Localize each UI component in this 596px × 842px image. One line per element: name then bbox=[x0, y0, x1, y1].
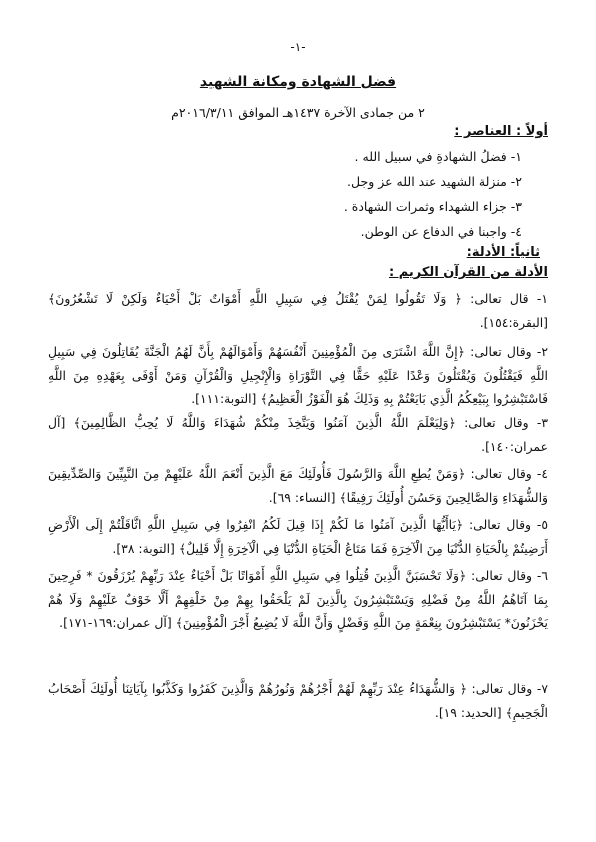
element-item-4: ٤- واجبنا في الدفاع عن الوطن. bbox=[360, 224, 522, 239]
verse-item-3: ٣- وقال تعالى: ﴿وَلِيَعْلَمَ اللَّهُ الَّذِينَ آمَنُوا وَيَتَّخِذَ مِنْكُمْ شُهَدَاءَ وَاللَّهُ لَا يُحِبُّ الظَّالِمِينَ﴾ [آل عمران:١٤٠]. bbox=[48, 415, 548, 454]
element-item-1: ١- فضلُ الشهادةِ في سبيل الله . bbox=[354, 149, 522, 164]
date-line: ٢ من جمادى الآخرة ١٤٣٧هـ الموافق ٢٠١٦/٣/١١م bbox=[171, 105, 425, 120]
verse-item-5: ٥- وقال تعالى: ﴿يَاأَيُّهَا الَّذِينَ آمَنُوا مَا لَكُمْ إِذَا قِيلَ لَكُمُ انْفِرُوا فِي سَبِيلِ اللَّهِ اثَّاقَلْتُمْ إِلَى الْأَرْضِ أَرَضِيتُمْ بِالْحَيَاةِ الدُّنْيَا مِنَ الْآخِرَةِ فَمَا مَتَاعُ الْحَيَاةِ الدُّنْيَا فِي الْآخِرَةِ إِلَّا قَلِيلٌ﴾ [التوبة: ٣٨]. bbox=[48, 517, 548, 556]
page-number: -١- bbox=[290, 40, 306, 54]
verse-item-2: ٢- وقال تعالى: ﴿إِنَّ اللَّهَ اشْتَرَى مِنَ الْمُؤْمِنِينَ أَنْفُسَهُمْ وَأَمْوَالَهُمْ بِأَنَّ لَهُمُ الْجَنَّةَ يُقَاتِلُونَ فِي سَبِيلِ اللَّهِ فَيَقْتُلُونَ وَيُقْتَلُونَ وَعْدًا عَلَيْهِ حَقًّا فِي التَّوْرَاةِ وَالْإِنْجِيلِ وَالْقُرْآنِ وَمَنْ أَوْفَى بِعَهْدِهِ مِنَ اللَّهِ فَاسْتَبْشِرُوا بِبَيْعِكُمُ الَّذِي بَايَعْتُمْ بِهِ وَذَلِكَ هُوَ الْفَوْزُ الْعَظِيمُ﴾ [التوبة:١١١]. bbox=[48, 344, 548, 406]
element-item-2: ٢- منزلة الشهيد عند الله عز وجل. bbox=[347, 174, 522, 189]
verse-item-1: ١- قال تعالى: ﴿ وَلَا تَقُولُوا لِمَنْ يُقْتَلُ فِي سَبِيلِ اللَّهِ أَمْوَاتٌ بَلْ أَحْيَاءٌ وَلَكِنْ لَا تَشْعُرُونَ﴾ [البقرة:١٥٤]. bbox=[48, 291, 548, 330]
subheading-quran-evidence: الأدلة من القرآن الكريم : bbox=[388, 265, 548, 280]
verse-item-6: ٦- وقال تعالى: ﴿وَلَا تَحْسَبَنَّ الَّذِينَ قُتِلُوا فِي سَبِيلِ اللَّهِ أَمْوَاتًا بَلْ أَحْيَاءٌ عِنْدَ رَبِّهِمْ يُرْزَقُونَ * فَرِحِينَ بِمَا آتَاهُمُ اللَّهُ مِنْ فَضْلِهِ وَيَسْتَبْشِرُونَ بِالَّذِينَ لَمْ يَلْحَقُوا بِهِمْ مِنْ خَلْفِهِمْ أَلَّا خَوْفٌ عَلَيْهِمْ وَلَا هُمْ يَحْزَنُونَ* يَسْتَبْشِرُونَ بِنِعْمَةٍ مِنَ اللَّهِ وَفَضْلٍ وَأَنَّ اللَّهَ لَا يُضِيعُ أَجْرَ الْمُؤْمِنِينَ﴾ [آل عمران:١٦٩-١٧١]. bbox=[48, 568, 548, 630]
element-item-3: ٣- جزاء الشهداء وثمرات الشهادة . bbox=[343, 199, 522, 214]
section-heading-evidence: ثانياً: الأدلة: bbox=[466, 245, 540, 260]
document-title: فضل الشهادة ومكانة الشهيد bbox=[199, 74, 397, 90]
section-heading-elements: أولاً : العناصر : bbox=[454, 124, 548, 139]
verse-item-7: ٧- وقال تعالى: ﴿ وَالشُّهَدَاءُ عِنْدَ رَبِّهِمْ لَهُمْ أَجْرُهُمْ وَنُورُهُمْ وَالَّذِينَ كَفَرُوا وَكَذَّبُوا بِآيَاتِنَا أُولَئِكَ أَصْحَابُ الْجَحِيمِ﴾ [الحديد: ١٩]. bbox=[48, 681, 548, 720]
verse-item-4: ٤- وقال تعالى: ﴿وَمَنْ يُطِعِ اللَّهَ وَالرَّسُولَ فَأُولَئِكَ مَعَ الَّذِينَ أَنْعَمَ اللَّهُ عَلَيْهِمْ مِنَ النَّبِيِّينَ وَالصِّدِّيقِينَ وَالشُّهَدَاءِ وَالصَّالِحِينَ وَحَسُنَ أُولَئِكَ رَفِيقًا﴾ [النساء: ٦٩]. bbox=[48, 466, 548, 505]
